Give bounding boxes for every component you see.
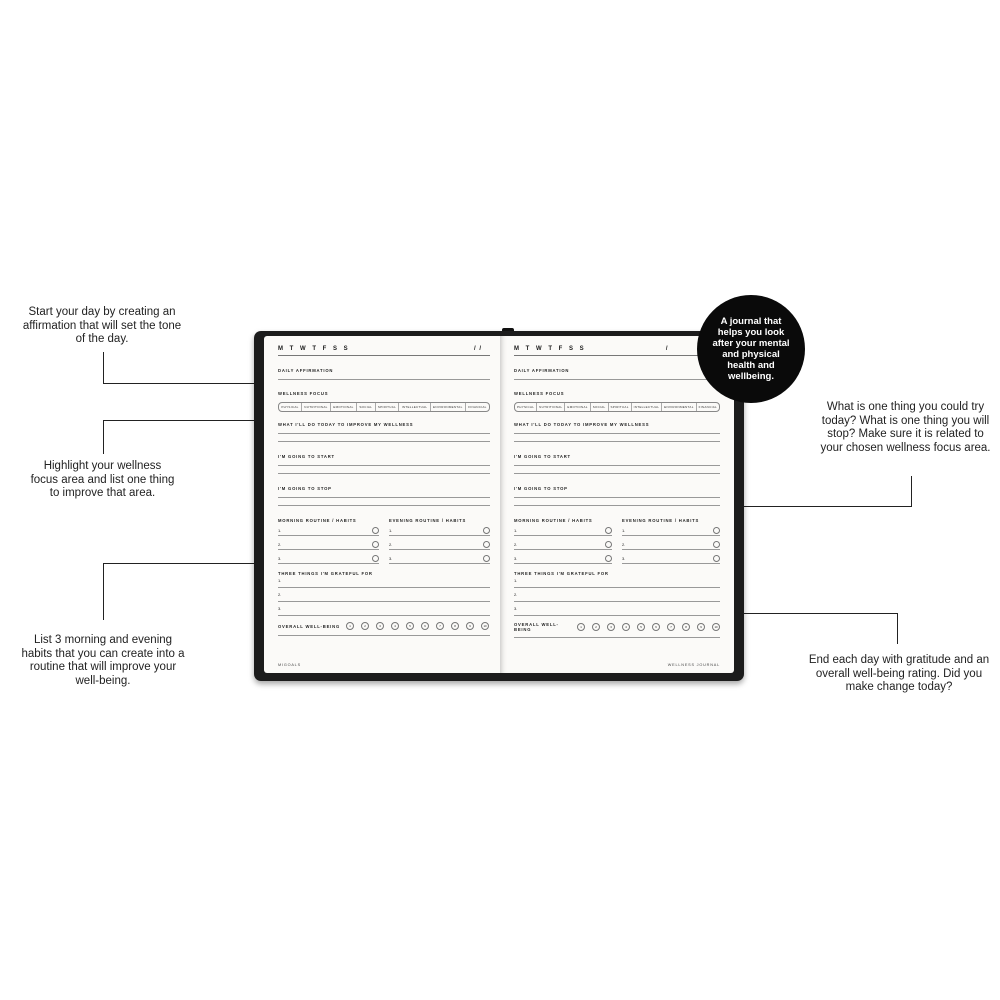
habit-number: 1. — [389, 528, 393, 533]
focus-chip: SPIRITUAL — [609, 403, 632, 411]
wellness-focus-label: WELLNESS FOCUS — [278, 391, 329, 396]
check-circle-icon — [605, 555, 612, 562]
rating-circle: 2 — [592, 623, 600, 631]
weekdays: M T W T F S S — [514, 346, 587, 352]
morning-label: MORNING ROUTINE / HABITS — [278, 518, 357, 523]
check-circle-icon — [713, 527, 720, 534]
stop-label: I'M GOING TO STOP — [514, 486, 568, 491]
focus-chip: SOCIAL — [357, 403, 376, 411]
writing-line — [514, 473, 720, 474]
habit-row — [514, 540, 612, 550]
habit-row — [622, 540, 720, 550]
focus-chip: NUTRITIONAL — [537, 403, 565, 411]
focus-chip: FINANCIAL — [698, 405, 717, 409]
habit-number: 3. — [514, 556, 518, 561]
habit-row — [389, 526, 490, 536]
writing-line — [514, 497, 720, 498]
improve-label: WHAT I'LL DO TODAY TO IMPROVE MY WELLNESS — [514, 422, 650, 427]
callout-focus: Highlight your wellness focus area and list one thing to improve that area. — [30, 460, 175, 499]
habit-row — [622, 554, 720, 564]
leader-line — [103, 420, 104, 454]
wellbeing-label: OVERALL WELL-BEING — [514, 622, 559, 632]
focus-chip: INTELLECTUAL — [632, 403, 663, 411]
wellbeing-rating — [278, 622, 490, 630]
habit-row — [389, 540, 490, 550]
rating-circle: 3 — [376, 622, 384, 630]
grateful-row: 1. — [514, 578, 720, 588]
focus-chip: ENVIRONMENTAL — [431, 403, 466, 411]
date-field: / — [665, 346, 670, 352]
writing-line — [514, 505, 720, 506]
writing-line — [278, 441, 490, 442]
rating-circle: 8 — [682, 623, 690, 631]
focus-chip: FINANCIAL — [468, 405, 487, 409]
start-label: I'M GOING TO START — [278, 454, 335, 459]
check-circle-icon — [605, 541, 612, 548]
routine-columns — [514, 518, 720, 568]
rating-circle: 1 — [346, 622, 354, 630]
check-circle-icon — [372, 555, 379, 562]
writing-line — [514, 441, 720, 442]
daily-affirmation-label: DAILY AFFIRMATION — [278, 368, 334, 373]
journal-left-page — [264, 336, 500, 673]
leader-line — [103, 352, 104, 383]
focus-chip: ENVIRONMENTAL — [662, 403, 696, 411]
writing-line — [514, 379, 720, 380]
footer-brand: MIGOALS — [278, 663, 301, 667]
habit-number: 1. — [278, 528, 282, 533]
writing-line — [278, 433, 490, 434]
callout-habits: List 3 morning and evening habits that you can create into a routine that will improve your well-being. — [21, 634, 185, 687]
habit-number: 3. — [389, 556, 393, 561]
evening-label: EVENING ROUTINE / HABITS — [389, 518, 467, 523]
rating-circle: 7 — [436, 622, 444, 630]
rating-circle: 2 — [361, 622, 369, 630]
leader-line — [103, 563, 104, 620]
focus-chip: PHYSICAL — [279, 403, 302, 411]
habit-row — [514, 554, 612, 564]
weekday-row — [514, 346, 720, 352]
morning-routine — [514, 518, 612, 568]
footer-title: WELLNESS JOURNAL — [667, 663, 720, 667]
habit-row — [278, 540, 379, 550]
focus-area-selector — [514, 402, 720, 412]
rating-circle: 9 — [466, 622, 474, 630]
rating-circle: 7 — [667, 623, 675, 631]
wellbeing-rating — [514, 622, 720, 632]
rating-circle: 1 — [577, 623, 585, 631]
grateful-row: 1. — [278, 578, 490, 588]
rating-circle: 8 — [451, 622, 459, 630]
grateful-label: THREE THINGS I'M GRATEFUL FOR — [514, 571, 609, 576]
writing-line — [278, 379, 490, 380]
rating-circle: 5 — [637, 623, 645, 631]
morning-routine — [278, 518, 379, 568]
focus-chip: EMOTIONAL — [331, 403, 357, 411]
focus-chip: SPIRITUAL — [376, 403, 400, 411]
check-circle-icon — [483, 541, 490, 548]
rating-scale — [577, 623, 720, 631]
grateful-row: 3. — [514, 606, 720, 616]
writing-line — [278, 497, 490, 498]
writing-line — [514, 465, 720, 466]
check-circle-icon — [483, 527, 490, 534]
habit-number: 1. — [622, 528, 626, 533]
writing-line — [514, 637, 720, 638]
rating-circle: 3 — [607, 623, 615, 631]
habit-row — [278, 554, 379, 564]
improve-label: WHAT I'LL DO TODAY TO IMPROVE MY WELLNESS — [278, 422, 414, 427]
focus-chip: SOCIAL — [591, 403, 609, 411]
leader-line — [897, 613, 898, 644]
habit-number: 2. — [622, 542, 626, 547]
callout-try: What is one thing you could try today? What is one thing you will stop? Make sure it is related to your chosen wellness focus area. — [820, 401, 991, 454]
focus-chip: PHYSICAL — [515, 403, 537, 411]
rating-circle: 6 — [652, 623, 660, 631]
promo-badge: A journal that helps you look after your mental and physical health and wellbeing. — [697, 295, 805, 403]
check-circle-icon — [372, 541, 379, 548]
focus-chip: NUTRITIONAL — [302, 403, 331, 411]
writing-line — [514, 433, 720, 434]
rating-circle: 6 — [421, 622, 429, 630]
habit-number: 2. — [278, 542, 282, 547]
check-circle-icon — [713, 541, 720, 548]
rating-scale — [346, 622, 489, 630]
rating-circle: 10 — [712, 623, 720, 631]
journal-book — [254, 331, 744, 681]
rating-circle: 9 — [697, 623, 705, 631]
habit-row — [622, 526, 720, 536]
focus-chip: INTELLECTUAL — [399, 403, 430, 411]
daily-affirmation-label: DAILY AFFIRMATION — [514, 368, 570, 373]
writing-line — [278, 505, 490, 506]
habit-row — [514, 526, 612, 536]
wellness-focus-label: WELLNESS FOCUS — [514, 391, 565, 396]
writing-line — [278, 465, 490, 466]
weekday-row — [278, 346, 490, 352]
start-label: I'M GOING TO START — [514, 454, 571, 459]
check-circle-icon — [605, 527, 612, 534]
rating-circle: 4 — [391, 622, 399, 630]
habit-number: 2. — [389, 542, 393, 547]
evening-label: EVENING ROUTINE / HABITS — [622, 518, 700, 523]
rating-circle: 5 — [406, 622, 414, 630]
check-circle-icon — [713, 555, 720, 562]
divider — [514, 355, 720, 356]
habit-number: 3. — [622, 556, 626, 561]
writing-line — [278, 473, 490, 474]
morning-label: MORNING ROUTINE / HABITS — [514, 518, 593, 523]
focus-area-selector — [278, 402, 490, 412]
grateful-row: 2. — [278, 592, 490, 602]
divider — [278, 355, 490, 356]
grateful-label: THREE THINGS I'M GRATEFUL FOR — [278, 571, 373, 576]
stop-label: I'M GOING TO STOP — [278, 486, 332, 491]
date-field: / / — [473, 346, 482, 352]
leader-line — [911, 476, 912, 506]
journal-right-page — [500, 336, 734, 673]
evening-routine — [389, 518, 490, 568]
habit-row — [389, 554, 490, 564]
grateful-row: 2. — [514, 592, 720, 602]
callout-gratitude: End each day with gratitude and an overall well-being rating. Did you make change today? — [808, 654, 990, 693]
habit-number: 3. — [278, 556, 282, 561]
rating-circle: 4 — [622, 623, 630, 631]
rating-circle: 10 — [481, 622, 489, 630]
habit-number: 2. — [514, 542, 518, 547]
weekdays: M T W T F S S — [278, 346, 351, 352]
writing-line — [278, 635, 490, 636]
habit-number: 1. — [514, 528, 518, 533]
check-circle-icon — [483, 555, 490, 562]
routine-columns — [278, 518, 490, 568]
check-circle-icon — [372, 527, 379, 534]
focus-chip: EMOTIONAL — [565, 403, 590, 411]
wellbeing-label: OVERALL WELL-BEING — [278, 623, 341, 629]
grateful-row: 3. — [278, 606, 490, 616]
evening-routine — [622, 518, 720, 568]
habit-row — [278, 526, 379, 536]
callout-affirmation: Start your day by creating an affirmation that will set the tone of the day. — [22, 306, 182, 345]
